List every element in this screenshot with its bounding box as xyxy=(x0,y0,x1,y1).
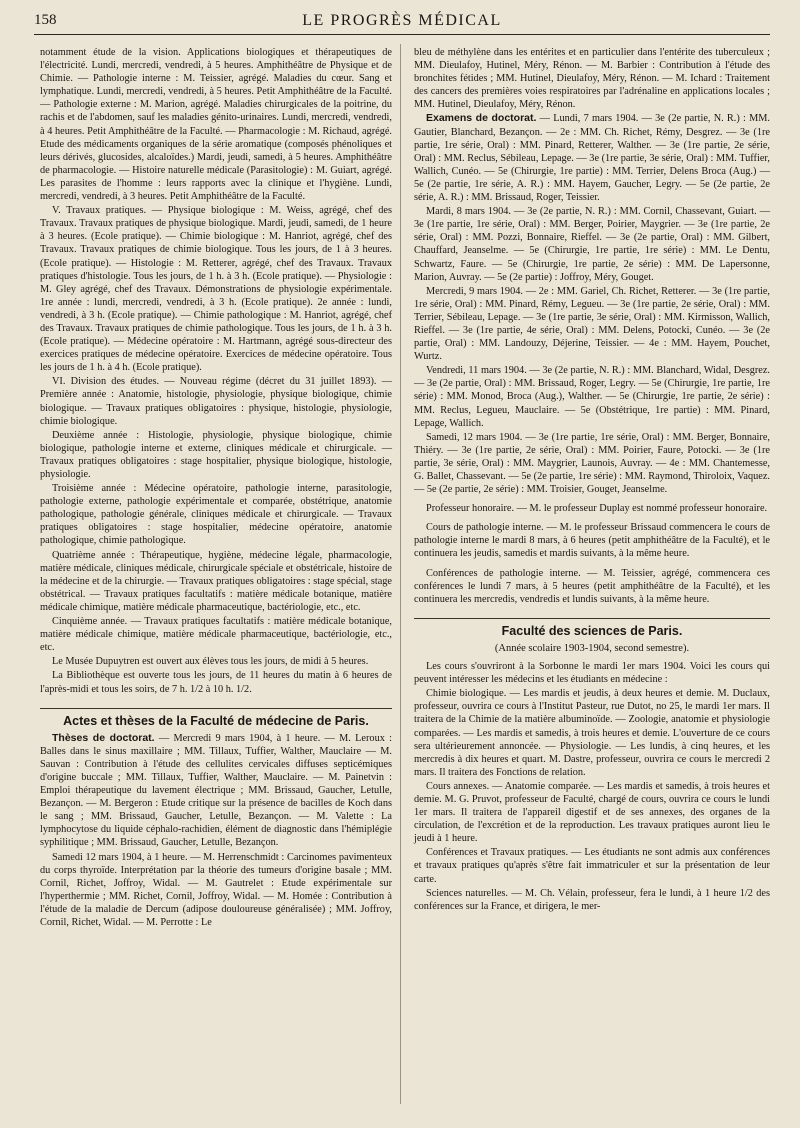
running-header xyxy=(34,10,770,35)
paragraph: Samedi, 12 mars 1904. — 3e (1re partie, 1re série, Oral) : MM. Berger, Bonnaire, Thiéry. — 3e (1re partie, 2e série, Oral) : MM. Poirier, Faure, Potocki. — 3e (1re partie, 3e série, Oral) : MM. Maygrier, Launois, Auvray. — 4e : MM. Chantemesse, G. Ballet, Chassevant. — 5e (2e partie, 1re série) : MM. Raymond, Thiroloix, Vaquez. — 5e (2e partie, 2e série) : MM. Troisier, Gouget, Jeanselme. xyxy=(414,431,770,496)
paragraph: Cours de pathologie interne. — M. le professeur Brissaud commencera le cours de pathologie interne le mardi 8 mars, à 6 heures (petit amphithéâtre de la Faculté), et le continuera les jeudis, samedis et mardis suivants, à la même heure. xyxy=(414,522,770,560)
paragraph: Professeur honoraire. — M. le professeur Duplay est nommé professeur honoraire. xyxy=(426,503,768,515)
paragraph: Conférences et Travaux pratiques. — Les étudiants ne sont admis aux conférences et travaux pratiques qu'après s'être fait immatriculer et sur la présentation de leur carte. xyxy=(414,847,770,885)
paragraph: Le Musée Dupuytren est ouvert aux élèves tous les jours, de midi à 5 heures. xyxy=(52,656,369,668)
paragraph: Sciences naturelles. — M. Ch. Vélain, professeur, fera le lundi, à 1 heure 1/2 des conférences sur la France, et dirigera, le mer- xyxy=(414,887,770,912)
paragraph: Deuxième année : Histologie, physiologie, physique biologique, chimie biologique, pathologie interne et externe, cliniques médicale et chirurgicale. — Travaux pratiques obligatoires : stage hospitalier, physique biologique, histologie, physiologie. xyxy=(40,429,392,480)
page-number: 158 xyxy=(34,12,57,28)
paragraph: La Bibliothèque est ouverte tous les jours, de 11 heures du matin à 6 heures de l'après-midi et tous les soirs, de 7 h. 1/2 à 10 h. 1/2. xyxy=(40,670,392,695)
paragraph: Conférences de pathologie interne. — M. Teissier, agrégé, commencera ces conférences le lundi 7 mars, à 5 heures (petit amphithéâtre de la Faculté), et les continuera les mercredis, vendredis et lundis suivants, à la même heure. xyxy=(414,567,770,605)
paragraph: Cinquième année. — Travaux pratiques facultatifs : matière médicale botanique, matière médicale chimique, matière médicale pharmaceutique, bactériologie, etc., etc. xyxy=(40,616,392,654)
paragraph: Vendredi, 11 mars 1904. — 3e (2e partie, N. R.) : MM. Blanchard, Widal, Desgrez. — 3e (2e partie, Oral) : MM. Brissaud, Roger, Legry. — 5e (Chirurgie, 1re partie, 1re série) : MM. Monod, Broca (Aug.), Walther. — 5e (Chirurgie, 1re partie, 2e série) : MM. Reclus, Legueu, Mauclaire. — 5e (Obstétrique, 1re partie) : MM. Pinard, Lepage, Wallich. xyxy=(414,365,770,429)
subheading: Thèses de doctorat. xyxy=(52,731,155,744)
left-column xyxy=(40,46,392,930)
section-subheading: (Année scolaire 1903-1904, second semestre). xyxy=(494,642,690,654)
paragraph: Mardi, 8 mars 1904. — 3e (2e partie, N. R.) : MM. Cornil, Chassevant, Guiart. — 3e (1re partie, 1re série, Oral) : MM. Berger, Poirier, Maygrier. — 3e (1re partie, 2e série, Oral) : MM. Pozzi, Bonnaire, Rieffel. — 3e (2e partie, Oral) : MM. Gilbert, Chauffard, Jeanselme. — 5e (Chirurgie, 1re partie, 1re série) : MM. Le Dentu, Schwartz, Faure. — 5e (Chirurgie, 1re partie, 2e série) : MM. De Lapersonne, Marion, Auvray. — 5e (2e partie) : Joffroy, Méry, Gouget. xyxy=(414,206,770,283)
running-title: LE PROGRÈS MÉDICAL xyxy=(302,12,502,29)
paragraph-text: — Lundi, 7 mars 1904. — 3e (2e partie, N. R.) : MM. Gautier, Blanchard, Bezançon. — 2e : MM. Ch. Richet, Rémy, Desgrez. — 3e (1re partie, 1re série, Oral) : MM. Pinard, Retterer, Walther. — 3e (1re partie, 2e série, Oral) : MM. Reclus, Sébileau, Lepage. — 3e (1re partie, 3e série, Oral) : MM. Tuffier, Wallich, Cunéo. — 5e (Chirurgie, 1re partie) : MM. Terrier, Delens Broca (Aug.) — 5e (2e partie, 1re série, A. R.) : MM. Hayem, Gaucher, Legry. — 5e (2e partie, 2e série, A. R.) : MM. Brissaud, Roger, Teissier. xyxy=(414,113,771,204)
paragraph: Mercredi, 9 mars 1904. — 2e : MM. Gariel, Ch. Richet, Retterer. — 3e (1re partie, 1re série, Oral) : MM. Pinard, Rémy, Legueu. — 3e (1re partie, 2e série, Oral) : MM. Terrier, Sébileau, Lepage. — 3e (1re partie, 3e série, Oral) : MM. Kirmisson, Wallich, Rieffel. — 3e (1re partie, 4e série, Oral) : MM. Delens, Potocki, Cunéo. — 3e (2e partie, Oral) : MM. Landouzy, Déjerine, Teissier. — 4e : MM. Hayem, Pouchet, Wurtz. xyxy=(414,285,770,363)
paragraph: bleu de méthylène dans les entérites et en particulier dans l'entérite des tuberculeux ; MM. Dieulafoy, Hutinel, Méry, Rénon. — M. Barbier : Contribution à l'étude des bronchites fétides ; MM. Hutinel, Dieulafoy, Méry, Rénon. — M. Ichard : Traitement des cancers des premières voies respiratoires par l'adrénaline en applications locales ; MM. Hutinel, Dieulafoy, Méry, Rénon. xyxy=(414,47,770,111)
paragraph: Troisième année : Médecine opératoire, pathologie interne, parasitologie, pathologie externe, pathologie expérimentale et comparée, obstétrique, anatomie pathologique, pathologie générale, cliniques médicale et chirurgicale. — Travaux pratiques obligatoires : stage hospitalier, médecine opératoire, anatomie pathologique, chimie pathologique. xyxy=(40,483,392,547)
subheading: Examens de doctorat. xyxy=(426,112,537,125)
paragraph: V. Travaux pratiques. — Physique biologique : M. Weiss, agrégé, chef des Travaux. Travaux pratiques de physique biologique. Mardi, jeudi, samedi, de 1 heure à 3 heures. (Ecole pratique). — Chimie biologique : M. Hanriot, agrégé, chef des Travaux. Travaux pratiques de chimie biologique. Tous les jours, de 1 à 3 heures. (Ecole pratique). — Histologie : M. Retterer, agrégé, chef des Travaux. Travaux pratiques d'histologie. Tous les jours, de 1 h. à 3 h. (Ecole pratique). — Physiologie : M. Gley agrégé, chef des Travaux. Démonstrations de physiologie expérimentale. 1re année : lundi, mercredi, vendredi, à 3 h. (Ecole pratique). 2e année : lundi, vendredi, à 3 h. (Ecole pratique). — Chimie pathologique : M. Hanriot, agrégé, chef des Travaux. Travaux pratiques de chimie pathologique. Tous les jours, de 1 h. à 3 h. (Ecole pratique). — Médecine opératoire : M. Hartmann, agrégé sous-directeur des exercices pratiques de médecine opératoire. Exercices de médecine opératoire. Tous les jours de 1 h. à 4 h. (Ecole pratique). xyxy=(40,205,392,374)
paragraph: Quatrième année : Thérapeutique, hygiène, médecine légale, pharmacologie, matière médicale, cliniques médicale, chirurgicale spéciale et obstétricale, histoire de la médecine et de la chirurgie. — Travaux pratiques obligatoires : stage spécial, stage obstétrical. — Travaux pratiques facultatifs : matière médicale botanique, matière médicale chimique, matière médicale pharmaceutique, bactériologie, etc., etc. xyxy=(40,549,392,613)
column-rule xyxy=(400,44,401,1104)
paragraph: Chimie biologique. — Les mardis et jeudis, à deux heures et demie. M. Duclaux, professeur, ouvrira ce cours à l'Institut Pasteur, rue Dutot, no 25, le mardi 1er mars. Il traitera de la Chimie de la matière albuminoïde. — Zoologie, anatomie et physiologie comparées. — Les mardis et samedis, à trois heures et demie. L'ouverture de ce cours sera ultérieurement annoncée. — Physiologie. — Les lundis, à cinq heures, et les mercredis à dix heures et quart. M. Dastre, professeur, ouvrira ce cours le mercredi 2 mars. Il traitera des Fonctions de relation. xyxy=(414,688,770,778)
paragraph: Les cours s'ouvriront à la Sorbonne le mardi 1er mars 1904. Voici les cours qui peuvent intéresser les médecins et les étudiants en médecine : xyxy=(414,661,770,686)
paragraph: VI. Division des études. — Nouveau régime (décret du 31 juillet 1893). — Première année : Anatomie, histologie, physiologie, physique biologique, chimie biologique. — Travaux pratiques obligatoires : physique, histologie, physiologie, chimie biologique. xyxy=(40,376,392,427)
right-column xyxy=(414,46,770,914)
paragraph: notamment étude de la vision. Applications biologiques et thérapeutiques de l'électricité. Lundi, mercredi, vendredi, à 5 heures. Amphithéâtre de Physique et de Chimie. — Pathologie interne : M. Teissier, agrégé. Maladies du cœur. Sang et lymphatique. Lundi, mercredi, vendredi, à 5 heures. Petit Amphithéâtre de la Faculté. — Pathologie externe : M. Marion, agrégé. Maladies chirurgicales de la poitrine, du rachis et de l'abdomen, sauf les maladies génito-urinaires. Lundi, mercredi, vendredi, à 4 heures. Petit Amphithéâtre de la Faculté. — Pharmacologie : M. Richaud, agrégé. Etude des médicaments organiques de la série aromatique (composés phénoliques et leurs dérivés, glucosides, alcaloïdes.) Mardi, jeudi, samedi, à 5 heures. Amphithéâtre de pharmacologie. — Histoire naturelle médicale (Parasitologie) : M. Guiart, agrégé. Les parasites de l'homme : leurs rapports avec la clinique et l'hygiène. Lundi, mercredi, vendredi, à 3 heures. Petit Amphithéâtre de la Faculté. xyxy=(40,47,392,203)
section-heading: Actes et thèses de la Faculté de médecine de Paris. xyxy=(40,708,392,728)
paragraph: Samedi 12 mars 1904, à 1 heure. — M. Herrenschmidt : Carcinomes pavimenteux du corps thyroïde. Interprétation par la théorie des tumeurs d'origine basale ; MM. Cornil, Richet, Joffroy, Widal. — M. Gautrelet : Etude expérimentale sur l'hyperthermie ; MM. Richet, Cornil, Joffroy, Widal. — M. Homée : Contribution à l'étude de la maladie de Dercum (adipose douloureuse généralisée) ; MM. Joffroy, Cornil, Richet, Widal. — M. Perrotte : Le xyxy=(40,851,392,928)
paragraph-text: — Mercredi 9 mars 1904, à 1 heure. — M. Leroux : Balles dans le sinus maxillaire ; MM. Tillaux, Tuffier, Walther, Mauclaire — M. Sauvan : Contribution à l'étude des cellulites cervicales diffuses septicémiques d'origine buccale ; MM. Tillaux, Tuffier, Walther, Mauclaire. — M. Painetvin : Emploi thérapeutique du lavement électrique ; MM. Brissaud, Gaucher, Letulle, Bezançon. — M. Bergeron : Etude critique sur la présence de bacilles de Koch dans le sang ; MM. Brissaud, Gaucher, Letulle, Bezançon. — M. Valette : La lymphocytose du liquide céphalo-rachidien, élément de diagnostic dans l'hémiplégie syphilitique ; MM. Brissaud, Gaucher, Letulle, Bezançon. xyxy=(40,732,392,849)
section-heading: Faculté des sciences de Paris. xyxy=(414,618,770,638)
paragraph: Cours annexes. — Anatomie comparée. — Les mardis et samedis, à trois heures et demie. M. G. Pruvot, professeur de Faculté, chargé de cours, ouvrira ce cours le lundi 1er mars. Il traitera de l'appareil digestif et de ses annexes, des organes de la circulation, de l'excrétion et de la reproduction. Les travaux pratiques auront lieu le jeudi à 1 heure. xyxy=(414,780,770,845)
